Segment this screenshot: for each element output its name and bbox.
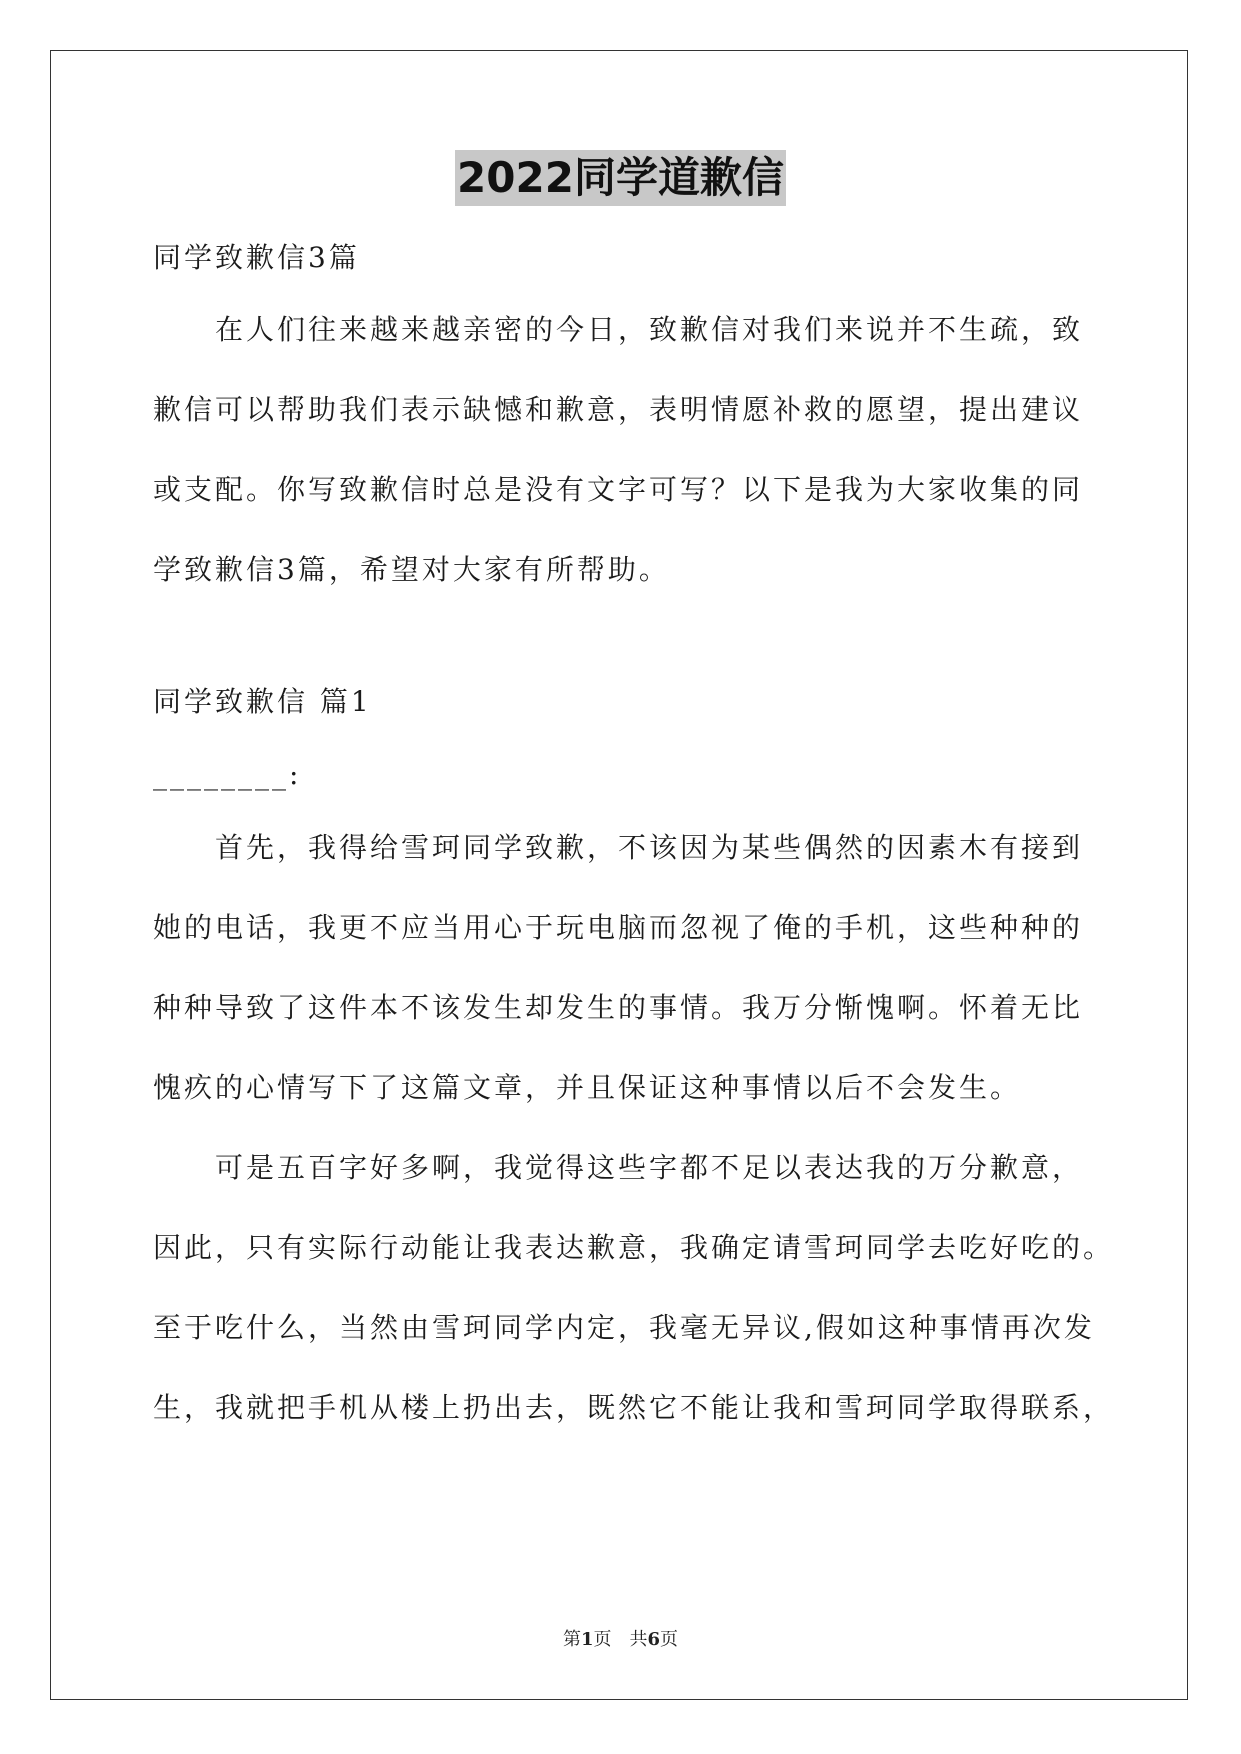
salutation: ________: — [153, 758, 302, 791]
salutation-block — [153, 735, 1093, 815]
intro-line: 学致歉信3篇，希望对大家有所帮助。 — [153, 553, 670, 586]
paragraph-line: 可是五百字好多啊，我觉得这些字都不足以表达我的万分歉意， — [215, 1151, 1084, 1184]
footer-suffix: 页 — [660, 1629, 679, 1650]
intro-line: 歉信可以帮助我们表示缺憾和歉意，表明情愿补救的愿望，提出建议 — [153, 393, 1084, 426]
paragraph-line: 她的电话，我更不应当用心于玩电脑而忽视了俺的手机，这些种种的 — [153, 911, 1084, 944]
document-title-text: 2022同学道歉信 — [455, 150, 786, 206]
paragraph-line: 愧疚的心情写下了这篇文章，并且保证这种事情以后不会发生。 — [153, 1071, 1022, 1104]
intro-paragraph — [153, 290, 1093, 610]
current-page-number: 1 — [580, 1629, 594, 1650]
page-footer — [0, 1625, 1241, 1651]
paragraph-line: 至于吃什么，当然由雪珂同学内定，我毫无异议,假如这种事情再次发 — [153, 1311, 1095, 1344]
paragraph-line: 首先，我得给雪珂同学致歉，不该因为某些偶然的因素木有接到 — [215, 831, 1084, 864]
section-heading-block — [153, 662, 1093, 742]
footer-prefix: 第 — [562, 1629, 581, 1650]
footer-middle: 页 共 — [593, 1629, 648, 1650]
paragraph-line: 因此，只有实际行动能让我表达歉意，我确定请雪珂同学去吃好吃的。 — [153, 1231, 1115, 1264]
section-heading: 同学致歉信 篇1 — [153, 685, 372, 718]
subtitle: 同学致歉信3篇 — [153, 241, 360, 274]
body-paragraph-2 — [153, 1128, 1115, 1448]
document-title — [0, 150, 1241, 206]
intro-line: 或支配。你写致歉信时总是没有文字可写？以下是我为大家收集的同 — [153, 473, 1084, 506]
paragraph-line: 生，我就把手机从楼上扔出去，既然它不能让我和雪珂同学取得联系， — [153, 1391, 1115, 1424]
intro-line: 在人们往来越来越亲密的今日，致歉信对我们来说并不生疏，致 — [215, 313, 1084, 346]
subtitle-block — [153, 218, 1093, 298]
body-paragraph-1 — [153, 808, 1093, 1128]
paragraph-line: 种种导致了这件本不该发生却发生的事情。我万分惭愧啊。怀着无比 — [153, 991, 1084, 1024]
total-pages-number: 6 — [647, 1629, 661, 1650]
